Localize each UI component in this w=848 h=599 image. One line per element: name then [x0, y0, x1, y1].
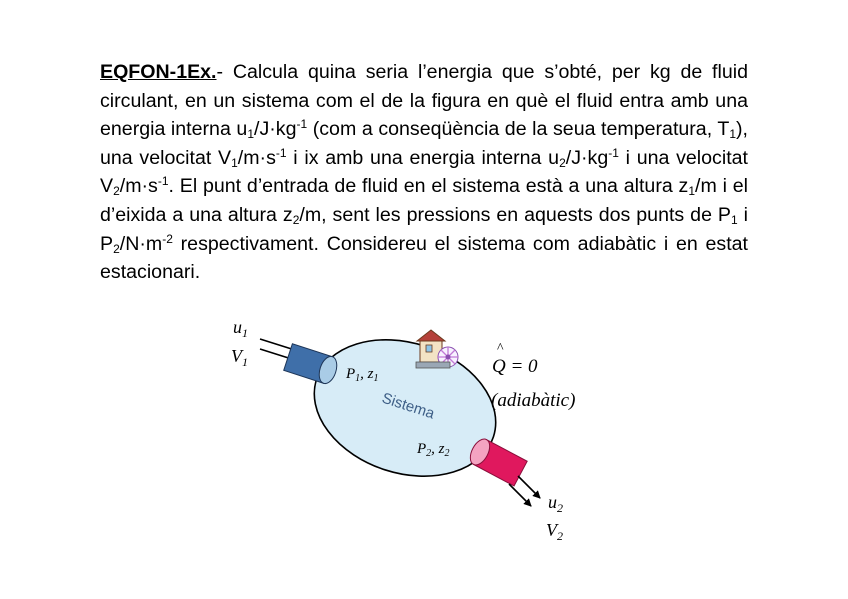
problem-text: i una velocitat V [100, 146, 748, 198]
problem-text: . El punt d’entrada de fluid en el sistema està a una altura z [168, 175, 689, 198]
superscript: -1 [296, 117, 308, 132]
subscript: 1 [247, 127, 255, 142]
problem-text: /J·kg [565, 146, 609, 169]
subscript: 1 [688, 184, 696, 199]
problem-text: i P [100, 203, 749, 255]
inlet-pipe [284, 344, 340, 386]
heat-equation: Q = 0 [492, 356, 538, 377]
problem-text: /m·s [237, 146, 276, 169]
inlet-velocity-label: $V_1$ [231, 346, 248, 369]
outlet-pressure-height-label: $P_2$, $z_2$ [417, 441, 450, 459]
system-label: Sistema [379, 389, 437, 423]
problem-text: respectivament. Considereu el sistema com adiabàtic i en estat estacionari. [100, 232, 748, 284]
subscript: 2 [559, 155, 566, 170]
outlet-arrow-top [518, 476, 540, 498]
adiabatic-label: (adiabàtic) [491, 390, 576, 411]
problem-text: i ix amb una energia interna u [286, 146, 560, 169]
outlet-energy-label: $u_2$ [548, 492, 563, 515]
subscript: 1 [729, 127, 737, 142]
problem-text: /J·kg [254, 118, 297, 141]
problem-code: EQFON-1Ex. [100, 61, 217, 83]
problem-text: /m·s [119, 175, 158, 198]
inlet-pressure-height-label: $P_1$, $z_1$ [346, 366, 379, 384]
problem-text: ), una velocitat V [100, 118, 748, 169]
inlet-energy-label: $u_1$ [233, 317, 248, 340]
superscript: -2 [162, 231, 173, 246]
superscript: -1 [157, 174, 169, 189]
heat-hat: ^ [497, 341, 504, 356]
problem-text: /m, sent les pressions en aquests dos punts de P [299, 203, 731, 226]
subscript: 1 [231, 155, 238, 170]
superscript: -1 [608, 145, 619, 160]
outlet-velocity-label: $V_2$ [546, 520, 563, 543]
subscript: 2 [113, 241, 120, 256]
subscript: 2 [292, 212, 300, 227]
outlet-arrow-bottom [509, 484, 531, 506]
problem-text: (com a conseqüència de la seua temperatura, T [307, 118, 730, 141]
problem-text: /N·m [119, 232, 163, 255]
machine-icon [416, 330, 458, 368]
subscript: 1 [731, 212, 738, 227]
superscript: -1 [275, 145, 287, 160]
problem-text: - Calcula quina seria l’energia que s’obté, per kg de fluid circulant, en un sistema com el de la figura en què el fluid entra amb una energia interna u [100, 61, 748, 141]
problem-text: /m i el d’eixida a una altura z [100, 175, 748, 226]
subscript: 2 [113, 184, 120, 199]
